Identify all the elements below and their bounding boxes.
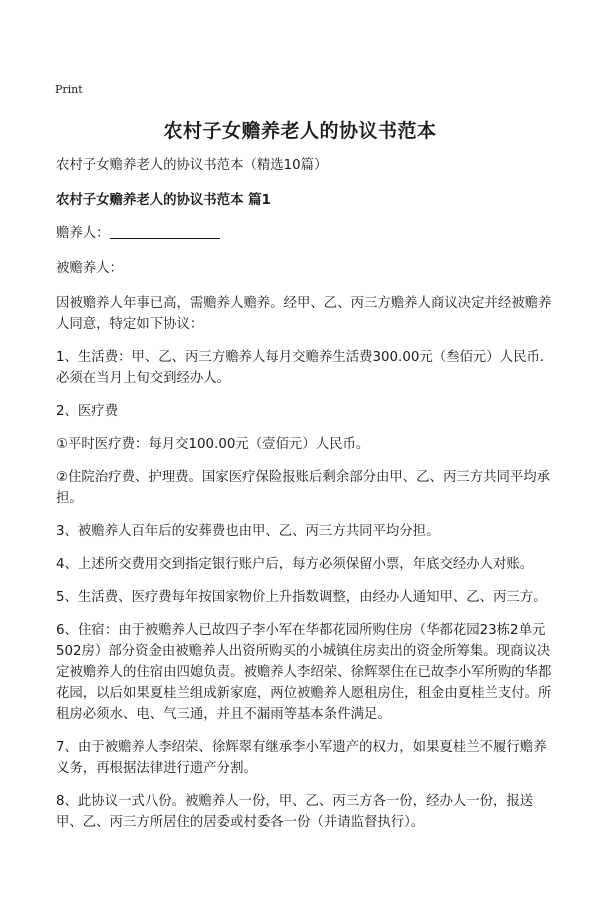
print-label: Print — [55, 83, 83, 96]
supported-field — [56, 258, 556, 279]
section-heading: 农村子女赡养老人的协议书范本 篇1 — [56, 193, 271, 208]
supported-label: 被赡养人： — [56, 261, 123, 276]
supporter-label: 赡养人： — [56, 226, 110, 241]
paragraph-clause-2b: ②住院治疗费、护理费。国家医疗保险报账后剩余部分由甲、乙、丙三方共同平均承担。 — [56, 470, 551, 506]
paragraph-clause-8: 8、此协议一式八份。被赡养人一份，甲、乙、丙三方各一份，经办人一份，报送甲、乙、丙三方所居住的居委或村委各一份（并请监督执行）。 — [56, 794, 534, 830]
paragraph-clause-5: 5、生活费、医疗费每年按国家物价上升指数调整，由经办人通知甲、乙、丙三方。 — [56, 590, 547, 605]
paragraph-clause-1: 1、生活费：甲、乙、丙三方赡养人每月交赡养生活费300.00元（叁佰元）人民币．必须在当月上旬交到经办人。 — [56, 350, 554, 386]
document-title: 农村子女赡养老人的协议书范本 — [163, 120, 437, 142]
paragraph-clause-7: 7、由于被赡养人李绍荣、徐辉翠有继承李小军遗产的权力，如果夏桂兰不履行赡养义务，再根据法律进行遗产分割。 — [56, 740, 547, 776]
document-subtitle: 农村子女赡养老人的协议书范本（精选10篇） — [56, 158, 328, 173]
paragraph-intro: 因被赡养人年事已高，需赡养人赡养。经甲、乙、丙三方赡养人商议决定并经被赡养人同意，特定如下协议： — [56, 296, 552, 332]
document-body — [56, 155, 556, 845]
paragraph-clause-2: 2、医疗费 — [56, 404, 119, 419]
paragraph-clause-3: 3、被赡养人百年后的安葬费也由甲、乙、丙三方共同平均分担。 — [56, 524, 440, 539]
paragraph-clause-2a: ①平时医疗费：每月交100.00元（壹佰元）人民币。 — [56, 437, 370, 452]
supporter-blank-line — [110, 224, 220, 239]
supporter-field — [56, 223, 556, 244]
paragraph-clause-4: 4、上述所交费用交到指定银行账户后，每方必须保留小票，年底交经办人对账。 — [56, 557, 534, 572]
paragraph-clause-6: 6、住宿：由于被赡养人已故四子李小军在华都花园所购住房（华都花园23栋2单元502房）部分资金由被赡养人出资所购买的小城镇住房卖出的资金所筹集。现商议决定被赡养人的住宿由四媳负责。被赡养人李绍荣、徐辉翠住在已故李小军所购的华都花园，以后如果夏桂兰组成新家庭，两位被赡养人愿租房住，租金由夏桂兰支付。所租房必须水、电、气三通，并且不漏雨等基本条件满足。 — [56, 623, 552, 722]
